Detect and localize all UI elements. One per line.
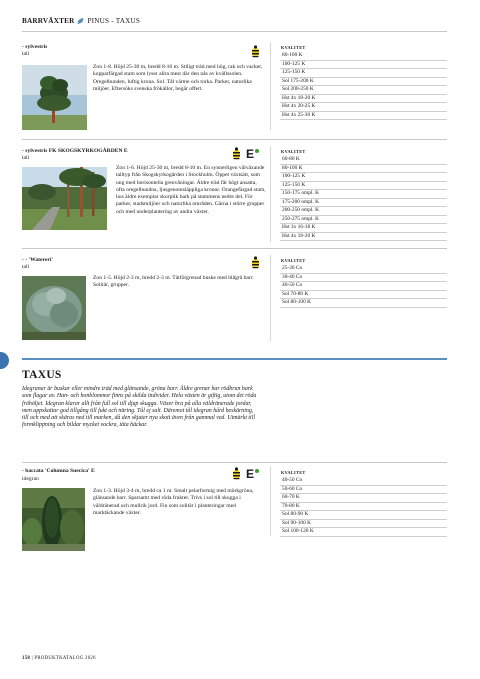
product-subtitle: tall xyxy=(22,155,30,161)
size-item: Sol 80-100 K xyxy=(280,299,447,308)
product-photo xyxy=(22,167,107,230)
size-item: Hst 4x 20-25 K xyxy=(280,103,447,112)
column-divider xyxy=(270,146,271,242)
page-header xyxy=(22,17,140,25)
product-description: Zon 1-6. Höjd 25-30 m, bredd 8-10 m. En synnerligen välväxande talltyp från Skogskyrkogården i Stockholm. Öppet växtsätt, som ung med horisontella grenvåningar. Äldre träd får högt ansatta, ofta oregelbundna, ljusgenomsläppliga kronor. Orangefärgad stam, hos äldre exemplar skorplik bark på stammens nedre del. För parker, stadsmiljöer och naturlika områden. Gärna i större grupper och med underplantering av andra växter. xyxy=(116,165,266,215)
bee-icon xyxy=(232,147,241,160)
size-item: Hst 3x 16-18 K xyxy=(280,224,447,233)
product-photo xyxy=(22,65,87,130)
product-divider xyxy=(22,462,447,463)
product-name: - sylvestris xyxy=(22,44,48,50)
size-item: Sol 100-120 K xyxy=(280,528,447,537)
e-plant-dot xyxy=(255,149,259,153)
product-description: Zon 1-8. Höjd 25-30 m, bredd 8-10 m. Stiligt träd med hög, rak och vacker, kopparfärgad stam som lyser allra mest där den nås av kvällssolen. Oregelbunden, luftig krona. Sol. Tål värme och torka. Parker, naturlika miljöer. Eftersöks svenska frökällor, begär offert. xyxy=(93,64,263,92)
page-number: 158 xyxy=(22,656,31,661)
size-item: 60-70 K xyxy=(280,494,447,503)
column-divider xyxy=(270,42,271,130)
size-item: 80-100 K xyxy=(280,165,447,174)
header-divider xyxy=(22,31,447,32)
size-item: 100-125 K xyxy=(280,173,447,182)
size-item: 125-150 K xyxy=(280,182,447,191)
size-item: Sol 200-250 K xyxy=(280,86,447,95)
size-item: 200-250 ompl. K xyxy=(280,207,447,216)
size-item: 150-175 ompl. K xyxy=(280,190,447,199)
bee-icon xyxy=(251,256,260,269)
kvalitet-label: KVALITET xyxy=(281,149,306,154)
size-list xyxy=(280,52,447,120)
size-item: 100-125 K xyxy=(280,61,447,70)
product-description: Zon 1-5. Höjd 2-3 m, bredd 2-3 m. Tätförgrenad buske med blågrå barr. Solitär, grupper. xyxy=(93,275,254,289)
product-name: - sylvestris FK SKOGSKYRKOGÅRDEN E xyxy=(22,148,128,154)
kvalitet-label: KVALITET xyxy=(281,45,306,50)
product-subtitle: tall xyxy=(22,51,30,57)
size-item: Hst 4x 25-30 K xyxy=(280,112,447,121)
product-divider xyxy=(22,248,447,249)
bee-icon xyxy=(251,45,260,58)
page-footer xyxy=(22,656,96,661)
product-description: Zon 1-3. Höjd 3-4 m, bredd ca 1 m. Smalt pelarformig med mörkgröna, glänsande barr. Sparsamt med röda frukter. Trivs i sol till skugga i väldränerad och mullrik jord. Fin som solitär i planteringar med marktäckande växter. xyxy=(93,488,254,516)
product-subtitle: tall xyxy=(22,264,30,270)
product-divider xyxy=(22,139,447,140)
size-item: 60-80 K xyxy=(280,156,447,165)
size-item: 70-80 K xyxy=(280,503,447,512)
size-item: Sol 175-200 K xyxy=(280,78,447,87)
e-plant-letter: E xyxy=(246,147,255,161)
size-item: 30-40 Co xyxy=(280,274,447,283)
product-photo xyxy=(22,488,85,551)
size-list xyxy=(280,156,447,241)
kvalitet-label: KVALITET xyxy=(281,470,306,475)
size-item: Sol 90-100 K xyxy=(280,520,447,529)
catalog-name: PRODUKTKATALOG 2026 xyxy=(34,656,96,661)
size-item: 40-50 Co xyxy=(280,477,447,486)
size-item: 125-150 K xyxy=(280,69,447,78)
size-item: 40-50 Co xyxy=(280,282,447,291)
column-divider xyxy=(270,255,271,341)
section-title: TAXUS xyxy=(22,369,62,381)
leaf-icon xyxy=(77,18,85,24)
size-item: 25-30 Co xyxy=(280,265,447,274)
size-item: 250-275 ompl. K xyxy=(280,216,447,225)
size-list xyxy=(280,265,447,308)
size-list xyxy=(280,477,447,537)
header-category: BARRVÄXTER xyxy=(22,17,75,25)
size-item: 175-200 ompl. K xyxy=(280,199,447,208)
footer-separator: | xyxy=(31,656,33,661)
e-plant-letter: E xyxy=(246,467,255,481)
kvalitet-label: KVALITET xyxy=(281,258,306,263)
side-tab xyxy=(0,352,9,369)
section-divider xyxy=(22,358,447,360)
size-item: 80-100 K xyxy=(280,52,447,61)
bee-icon xyxy=(232,467,241,480)
e-plant-icon xyxy=(246,468,259,480)
size-item: Hst 4x 18-20 K xyxy=(280,95,447,104)
section-intro: Idegranar är buskar eller mindre träd med glänsande, gröna barr. Äldre grenar har rödbrun bark som flagar av. Han- och honblommor finns på skilda individer. Hela växten är giftig, utom det röda fröhöljet. Idegran klarar allt från full sol till djup skugga. Växer bra på alla väldränerade jordar, men uppskattar god tillgång till fukt och näring. Tål ej salt. Däremot tål idegran hård beskärning, till och med att skäras ned till marken, då den skjuter nya skott även från gammal ved. Utmärkt till formklippning och bildar mycket vackra, täta häckar. xyxy=(22,386,257,429)
product-subtitle: idegran xyxy=(22,476,39,482)
e-plant-icon xyxy=(246,148,259,160)
header-genus: PINUS - TAXUS xyxy=(87,17,141,25)
product-name: - baccata 'Columna Suecica' E xyxy=(22,468,95,474)
size-item: 50-60 Co xyxy=(280,486,447,495)
product-name: - - 'Watereri' xyxy=(22,257,53,263)
e-plant-dot xyxy=(255,469,259,473)
size-item: Sol 70-80 K xyxy=(280,291,447,300)
product-photo xyxy=(22,276,86,340)
size-item: Sol 80-90 K xyxy=(280,511,447,520)
column-divider xyxy=(270,466,271,536)
size-item: Hst 4x 18-20 K xyxy=(280,233,447,242)
